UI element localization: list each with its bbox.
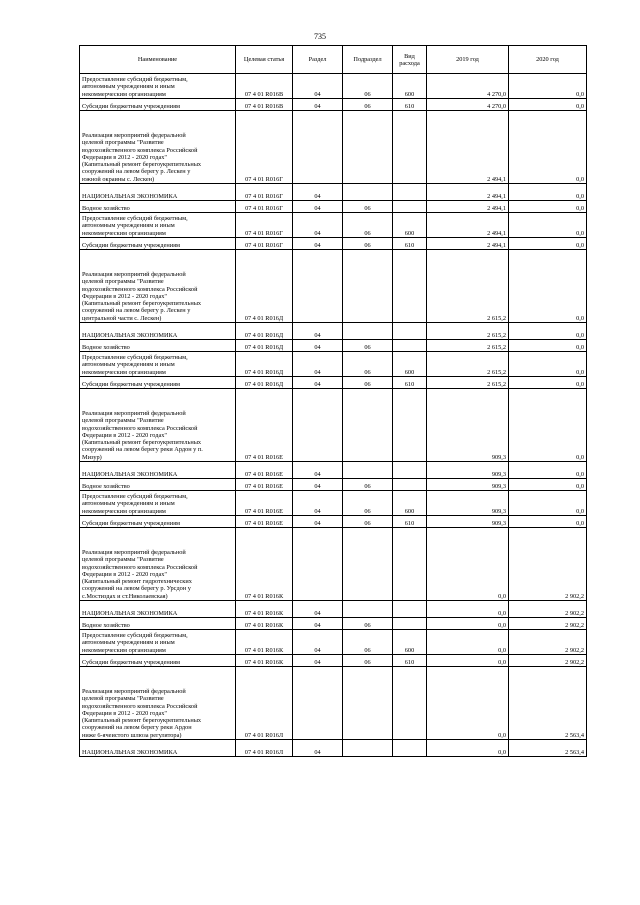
row-name-text: Субсидии бюджетным учреждениям [82,241,180,249]
row-name [80,111,236,184]
row-subsection [343,323,393,340]
row-name [80,99,236,111]
row-subsection [343,250,393,323]
row-exp-type [393,323,427,340]
row-subsection: 06 [343,99,393,111]
row-exp-type: 600 [393,213,427,238]
row-name-text: Реализация мероприятий федеральной целевой программы "Развитие водохозяйственного комплекса Российской Федерации в 2012 - 2020 годах" (Капитальный ремонт берегоукрепительных сооружений на левом берегу р. Лескен у южной окраины с. Лескен) [82,131,202,183]
row-amount-2020: 0,0 [509,377,587,389]
row-name [80,667,236,740]
row-name [80,213,236,238]
table-row [80,491,587,516]
row-target: 07 4 01 R016Е [236,479,293,491]
row-target: 07 4 01 R016Г [236,111,293,184]
row-section: 04 [293,655,343,667]
row-amount-2019: 2 494,1 [427,111,509,184]
row-section: 04 [293,74,343,99]
row-target: 07 4 01 R016В [236,99,293,111]
table-row [80,74,587,99]
row-amount-2019: 2 615,2 [427,340,509,352]
row-section: 04 [293,201,343,213]
row-amount-2020: 0,0 [509,250,587,323]
row-section: 04 [293,213,343,238]
row-target: 07 4 01 R016Г [236,213,293,238]
row-target: 07 4 01 R016Е [236,389,293,462]
budget-table [79,45,587,757]
row-name-text: Субсидии бюджетным учреждениям [82,102,180,110]
row-subsection: 06 [343,352,393,377]
row-target: 07 4 01 R016Л [236,667,293,740]
row-exp-type: 610 [393,516,427,528]
row-target: 07 4 01 R016К [236,528,293,601]
row-name-text: НАЦИОНАЛЬНАЯ ЭКОНОМИКА [82,331,178,339]
row-exp-type [393,740,427,757]
row-exp-type [393,462,427,479]
table-row [80,528,587,601]
row-exp-type: 600 [393,630,427,655]
table-row [80,740,587,757]
row-name [80,655,236,667]
row-target: 07 4 01 R016Д [236,340,293,352]
row-name-text: Субсидии бюджетным учреждениям [82,519,180,527]
row-amount-2019: 2 615,2 [427,377,509,389]
row-section [293,528,343,601]
row-target: 07 4 01 R016К [236,601,293,618]
row-subsection [343,111,393,184]
row-amount-2020: 2 902,2 [509,618,587,630]
table-row [80,201,587,213]
page-number: 735 [314,32,326,41]
row-section: 04 [293,323,343,340]
row-exp-type [393,340,427,352]
row-name [80,528,236,601]
row-amount-2020: 0,0 [509,462,587,479]
table-row [80,618,587,630]
row-section: 04 [293,340,343,352]
col-header-section: Раздел [293,46,343,74]
table-row [80,377,587,389]
row-name [80,618,236,630]
table-row [80,238,587,250]
row-amount-2019: 0,0 [427,667,509,740]
row-name [80,491,236,516]
row-name-text: Реализация мероприятий федеральной целевой программы "Развитие водохозяйственного комплекса Российской Федерации в 2012 - 2020 годах" (Капитальный ремонт гидротехнических сооружений на левом берегу р. Урсдон у с.Мостиздах и ст.Николаевская) [82,548,198,600]
row-amount-2020: 2 902,2 [509,630,587,655]
row-name [80,630,236,655]
col-header-target: Целевая статья [236,46,293,74]
row-amount-2020: 0,0 [509,323,587,340]
col-header-2019: 2019 год [427,46,509,74]
row-section: 04 [293,352,343,377]
col-header-exp-type: Вид расхода [393,46,427,74]
row-exp-type: 600 [393,352,427,377]
row-amount-2020: 0,0 [509,238,587,250]
row-name [80,377,236,389]
row-section: 04 [293,630,343,655]
row-amount-2019: 909,3 [427,389,509,462]
row-target: 07 4 01 R016Г [236,201,293,213]
row-subsection [343,667,393,740]
row-name [80,238,236,250]
row-name [80,352,236,377]
row-name-text: Реализация мероприятий федеральной целевой программы "Развитие водохозяйственного комплекса Российской Федерации в 2012 - 2020 годах" (Капитальный ремонт берегоукрепительных сооружений на левом берегу реки Ардон у п. Мизур) [82,409,203,461]
row-name [80,250,236,323]
row-amount-2020: 2 563,4 [509,740,587,757]
row-name [80,340,236,352]
table-row [80,667,587,740]
row-exp-type: 610 [393,238,427,250]
row-name [80,516,236,528]
row-name-text: НАЦИОНАЛЬНАЯ ЭКОНОМИКА [82,609,178,617]
row-name-text: Субсидии бюджетным учреждениям [82,658,180,666]
row-subsection [343,184,393,201]
row-target: 07 4 01 R016Д [236,377,293,389]
row-amount-2020: 0,0 [509,491,587,516]
row-section: 04 [293,601,343,618]
row-exp-type: 600 [393,74,427,99]
row-amount-2019: 0,0 [427,655,509,667]
row-section: 04 [293,618,343,630]
row-subsection: 06 [343,491,393,516]
row-subsection [343,462,393,479]
row-name-text: НАЦИОНАЛЬНАЯ ЭКОНОМИКА [82,192,178,200]
row-exp-type [393,601,427,618]
row-name [80,184,236,201]
row-subsection [343,601,393,618]
row-amount-2020: 0,0 [509,389,587,462]
row-amount-2019: 909,3 [427,479,509,491]
row-exp-type: 610 [393,377,427,389]
row-subsection [343,740,393,757]
row-amount-2020: 0,0 [509,99,587,111]
table-row [80,111,587,184]
row-target: 07 4 01 R016К [236,618,293,630]
row-subsection [343,528,393,601]
row-amount-2020: 0,0 [509,213,587,238]
row-amount-2019: 0,0 [427,528,509,601]
row-exp-type [393,389,427,462]
row-section: 04 [293,479,343,491]
row-target: 07 4 01 R016Е [236,462,293,479]
row-name [80,601,236,618]
row-exp-type [393,667,427,740]
row-target: 07 4 01 R016Д [236,352,293,377]
row-target: 07 4 01 R016Л [236,740,293,757]
row-section [293,250,343,323]
table-row [80,601,587,618]
row-amount-2019: 0,0 [427,601,509,618]
table-row [80,250,587,323]
row-name [80,389,236,462]
table-header-row [80,46,587,74]
row-subsection: 06 [343,213,393,238]
row-amount-2020: 2 902,2 [509,601,587,618]
row-amount-2020: 0,0 [509,111,587,184]
row-amount-2019: 2 494,1 [427,238,509,250]
table-row [80,630,587,655]
row-name-text: Предоставление субсидий бюджетным, автономным учреждениям и иным некоммерческим организациям [82,632,188,654]
row-amount-2019: 4 270,0 [427,74,509,99]
row-name-text: Водное хозяйство [82,482,130,490]
row-name-text: Реализация мероприятий федеральной целевой программы "Развитие водохозяйственного комплекса Российской Федерации в 2012 - 2020 годах" (Капитальный ремонт берегоукрепительных сооружений на левом берегу реки Ардон ниже 6-ячеистого шлюза регулятора) [82,687,202,739]
table-row [80,352,587,377]
row-subsection [343,389,393,462]
row-amount-2020: 2 902,2 [509,655,587,667]
row-subsection: 06 [343,479,393,491]
row-section [293,111,343,184]
row-amount-2020: 2 902,2 [509,528,587,601]
row-name-text: Субсидии бюджетным учреждениям [82,380,180,388]
row-amount-2019: 909,3 [427,516,509,528]
row-name [80,740,236,757]
row-amount-2019: 0,0 [427,618,509,630]
row-name-text: Предоставление субсидий бюджетным, автономным учреждениям и иным некоммерческим организациям [82,215,188,237]
table-row [80,213,587,238]
row-amount-2020: 2 563,4 [509,667,587,740]
row-name-text: Водное хозяйство [82,621,130,629]
row-subsection: 06 [343,340,393,352]
row-target: 07 4 01 R016Е [236,491,293,516]
row-subsection: 06 [343,516,393,528]
col-header-name: Наименование [80,46,236,74]
row-exp-type: 600 [393,491,427,516]
table-row [80,184,587,201]
row-amount-2020: 0,0 [509,184,587,201]
row-name-text: Водное хозяйство [82,343,130,351]
row-section: 04 [293,238,343,250]
row-section [293,389,343,462]
row-exp-type [393,250,427,323]
row-amount-2019: 2 494,1 [427,201,509,213]
table-row [80,462,587,479]
table-row [80,99,587,111]
row-exp-type [393,111,427,184]
row-section [293,667,343,740]
row-subsection: 06 [343,630,393,655]
row-subsection: 06 [343,201,393,213]
row-name-text: НАЦИОНАЛЬНАЯ ЭКОНОМИКА [82,748,178,756]
row-target: 07 4 01 R016К [236,630,293,655]
row-name-text: Реализация мероприятий федеральной целевой программы "Развитие водохозяйственного комплекса Российской Федерации в 2012 - 2020 годах" (Капитальный ремонт берегоукрепительных сооружений на левом берегу р. Лескен у центральной части с. Лескен) [82,270,202,322]
row-target: 07 4 01 R016Е [236,516,293,528]
row-name [80,462,236,479]
row-target: 07 4 01 R016Г [236,184,293,201]
row-amount-2019: 4 270,0 [427,99,509,111]
row-target: 07 4 01 R016Д [236,250,293,323]
row-exp-type [393,479,427,491]
row-amount-2020: 0,0 [509,516,587,528]
table-row [80,479,587,491]
row-amount-2019: 909,3 [427,462,509,479]
row-section: 04 [293,462,343,479]
row-target: 07 4 01 R016Г [236,238,293,250]
row-exp-type [393,201,427,213]
row-target: 07 4 01 R016В [236,74,293,99]
table-row [80,389,587,462]
row-amount-2019: 2 494,1 [427,213,509,238]
row-amount-2020: 0,0 [509,352,587,377]
row-amount-2020: 0,0 [509,74,587,99]
col-header-subsection: Подраздел [343,46,393,74]
row-target: 07 4 01 R016К [236,655,293,667]
col-header-2020: 2020 год [509,46,587,74]
row-amount-2019: 2 494,1 [427,184,509,201]
row-section: 04 [293,516,343,528]
row-subsection: 06 [343,618,393,630]
row-name [80,74,236,99]
table-row [80,516,587,528]
row-name-text: НАЦИОНАЛЬНАЯ ЭКОНОМИКА [82,470,178,478]
row-subsection: 06 [343,74,393,99]
row-exp-type [393,184,427,201]
row-amount-2019: 0,0 [427,740,509,757]
row-name [80,323,236,340]
table-row [80,655,587,667]
row-exp-type [393,618,427,630]
row-subsection: 06 [343,238,393,250]
row-name-text: Предоставление субсидий бюджетным, автономным учреждениям и иным некоммерческим организациям [82,76,188,98]
row-exp-type [393,528,427,601]
row-amount-2020: 0,0 [509,340,587,352]
row-amount-2020: 0,0 [509,479,587,491]
row-exp-type: 610 [393,655,427,667]
row-name-text: Предоставление субсидий бюджетным, автономным учреждениям и иным некоммерческим организациям [82,354,188,376]
row-name-text: Водное хозяйство [82,204,130,212]
row-name-text: Предоставление субсидий бюджетным, автономным учреждениям и иным некоммерческим организациям [82,493,188,515]
table-row [80,340,587,352]
row-subsection: 06 [343,377,393,389]
row-amount-2019: 909,3 [427,491,509,516]
row-name [80,201,236,213]
row-amount-2019: 2 615,2 [427,323,509,340]
row-name [80,479,236,491]
row-section: 04 [293,99,343,111]
row-amount-2019: 2 615,2 [427,250,509,323]
row-subsection: 06 [343,655,393,667]
row-section: 04 [293,377,343,389]
row-amount-2020: 0,0 [509,201,587,213]
row-amount-2019: 0,0 [427,630,509,655]
row-amount-2019: 2 615,2 [427,352,509,377]
row-exp-type: 610 [393,99,427,111]
row-section: 04 [293,184,343,201]
table-row [80,323,587,340]
row-section: 04 [293,740,343,757]
row-target: 07 4 01 R016Д [236,323,293,340]
row-section: 04 [293,491,343,516]
